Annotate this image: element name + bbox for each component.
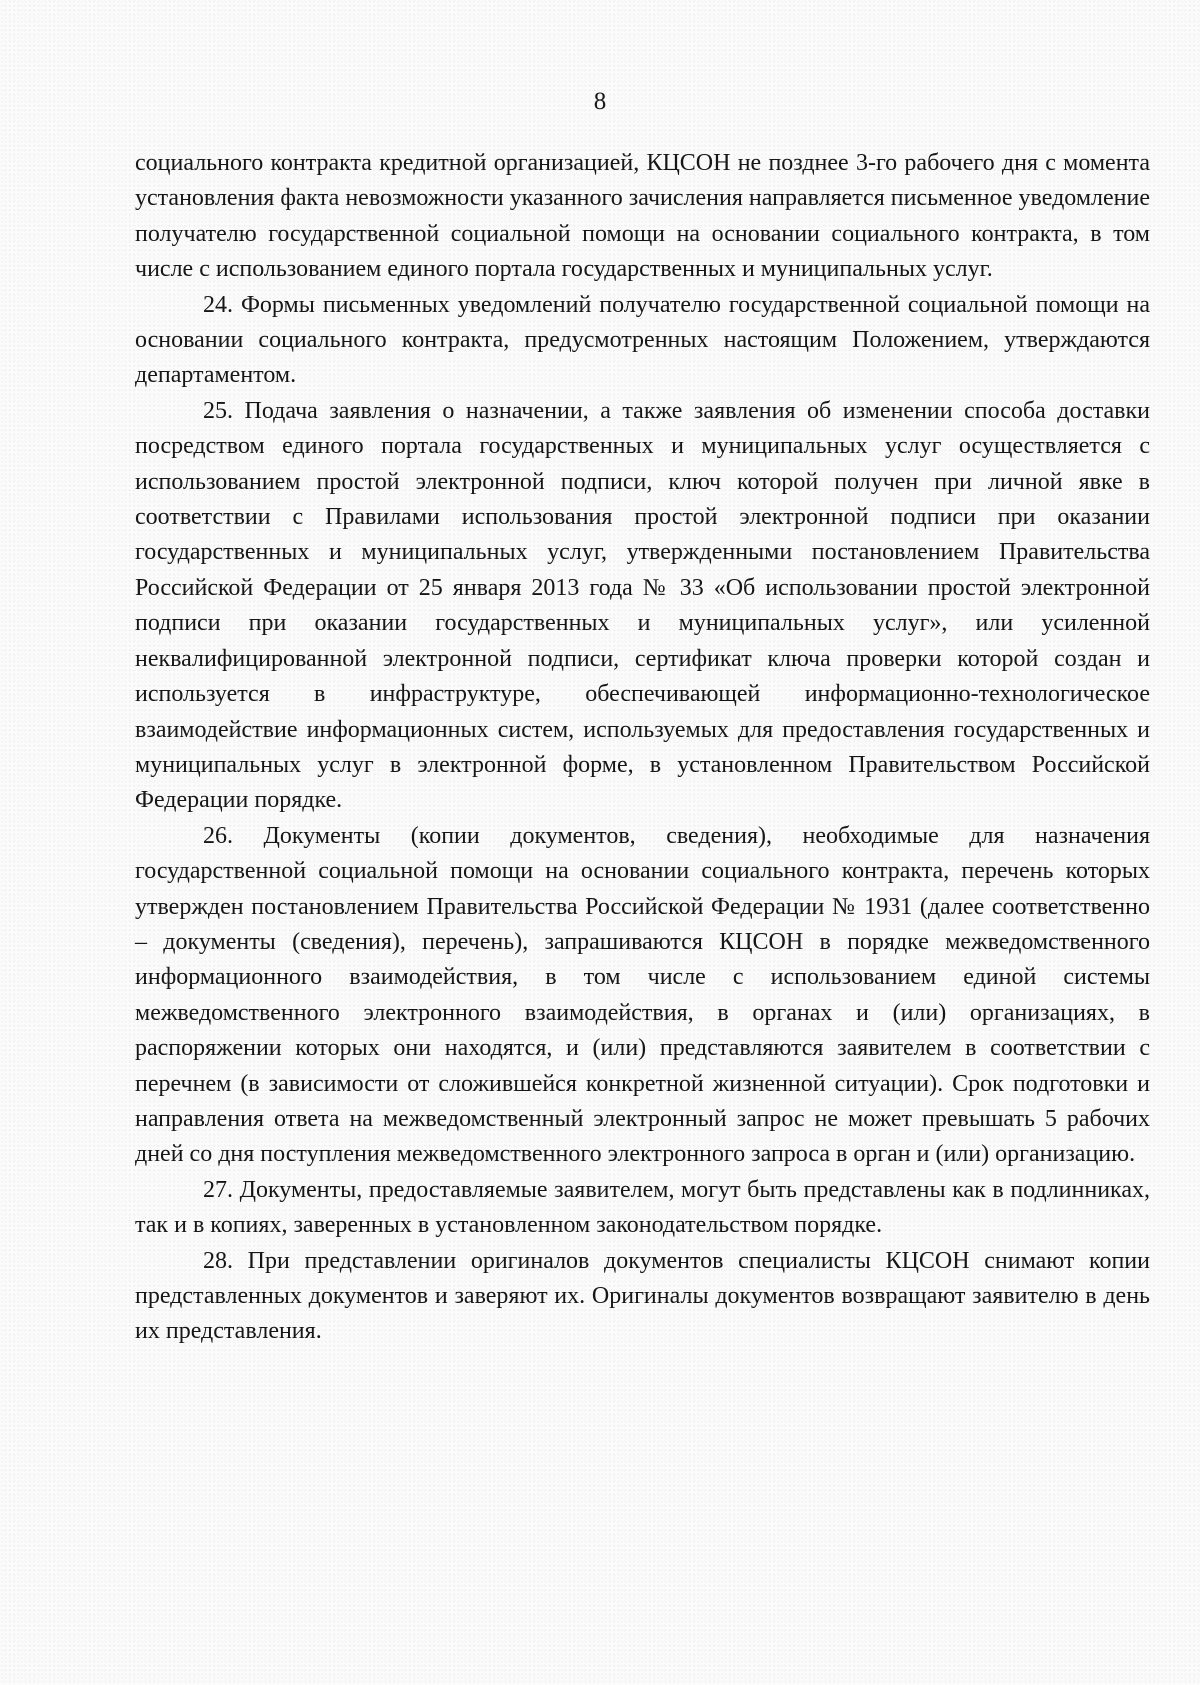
paragraph-27: 27. Документы, предоставляемые заявителем, могут быть представлены как в подлинниках, так и в копиях, заверенных в установленном законодательством порядке. <box>135 1176 1150 1239</box>
page-number: 8 <box>593 88 607 115</box>
document-body <box>135 146 1150 1350</box>
paragraph-continuation: социального контракта кредитной организацией, КЦСОН не позднее 3-го рабочего дня с момента установления факта невозможности указанного зачисления направляется письменное уведомление получателю государственной социальной помощи на основании социального контракта, в том числе с использованием единого портала государственных и муниципальных услуг. <box>135 150 1150 283</box>
paragraph-25: 25. Подача заявления о назначении, а также заявления об изменении способа доставки посредством единого портала государственных и муниципальных услуг осуществляется с использованием простой электронной подписи, ключ которой получен при личной явке в соответствии с Правилами использования простой электронной подписи при оказании государственных и муниципальных услуг, утвержденными постановлением Правительства Российской Федерации от 25 января 2013 года № 33 «Об использовании простой электронной подписи при оказании государственных и муниципальных услуг», или усиленной неквалифицированной электронной подписи, сертификат ключа проверки которой создан и используется в инфраструктуре, обеспечивающей информационно-технологическое взаимодействие информационных систем, используемых для предоставления государственных и муниципальных услуг в электронной форме, в установленном Правительством Российской Федерации порядке. <box>135 397 1150 814</box>
paragraph-26: 26. Документы (копии документов, сведения), необходимые для назначения государственной социальной помощи на основании социального контракта, перечень которых утвержден постановлением Правительства Российской Федерации № 1931 (далее соответственно – документы (сведения), перечень), запрашиваются КЦСОН в порядке межведомственного информационного взаимодействия, в том числе с использованием единой системы межведомственного электронного взаимодействия, в органах и (или) организациях, в распоряжении которых они находятся, и (или) представляются заявителем в соответствии с перечнем (в зависимости от сложившейся конкретной жизненной ситуации). Срок подготовки и направления ответа на межведомственный электронный запрос не может превышать 5 рабочих дней со дня поступления межведомственного электронного запроса в орган и (или) организацию. <box>135 822 1150 1168</box>
paragraph-24: 24. Формы письменных уведомлений получателю государственной социальной помощи на основании социального контракта, предусмотренных настоящим Положением, утверждаются департаментом. <box>135 291 1150 389</box>
paragraph-28: 28. При представлении оригиналов документов специалисты КЦСОН снимают копии представленных документов и заверяют их. Оригиналы документов возвращают заявителю в день их представления. <box>135 1247 1150 1345</box>
